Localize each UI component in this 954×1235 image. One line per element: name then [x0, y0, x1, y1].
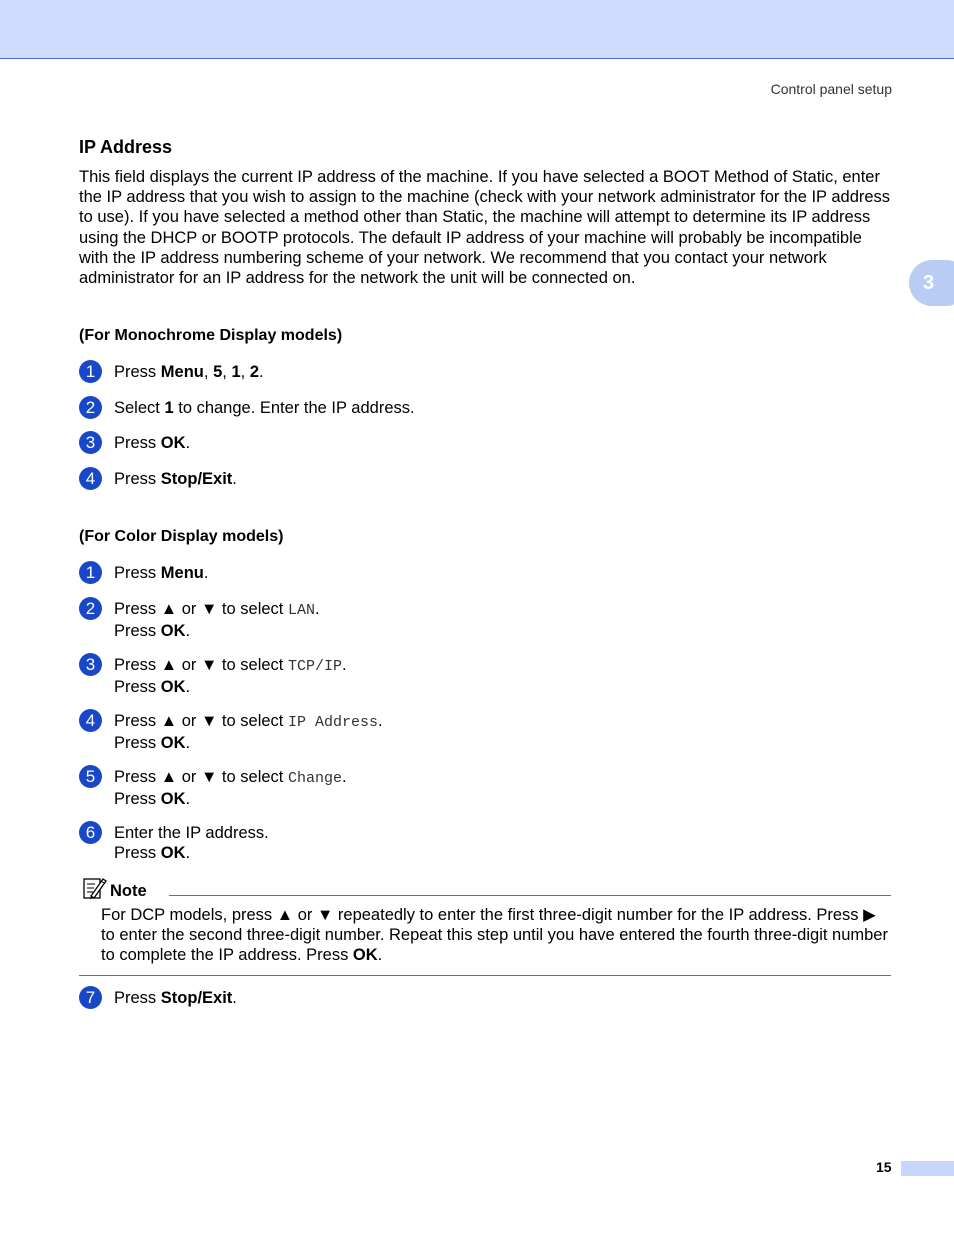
menu-option: IP Address: [287, 714, 378, 731]
header-band: [0, 0, 954, 59]
color-heading: (For Color Display models): [79, 528, 284, 545]
step-text: Press ▲ or ▼ to select TCP/IP. Press OK.: [114, 656, 347, 696]
note-bottom-divider: [79, 975, 891, 976]
section-title: IP Address: [79, 137, 173, 157]
page-number: 15: [876, 1159, 892, 1175]
step-number-badge: 1: [79, 360, 102, 383]
down-arrow-icon: ▼: [200, 712, 218, 730]
down-arrow-icon: ▼: [200, 768, 218, 786]
step-text: Press Menu.: [114, 564, 209, 582]
up-arrow-icon: ▲: [160, 712, 178, 730]
step-text: Press OK.: [114, 434, 191, 452]
step-text: Press ▲ or ▼ to select IP Address. Press OK.: [114, 712, 383, 752]
right-arrow-icon: ▶: [863, 906, 876, 924]
step-text: Press Stop/Exit.: [114, 470, 237, 488]
up-arrow-icon: ▲: [160, 600, 178, 618]
down-arrow-icon: ▼: [316, 906, 334, 924]
step-number-badge: 5: [79, 765, 102, 788]
step-number-badge: 4: [79, 467, 102, 490]
note-divider: [169, 895, 891, 896]
step-number-badge: 1: [79, 561, 102, 584]
up-arrow-icon: ▲: [160, 768, 178, 786]
step-number-badge: 2: [79, 597, 102, 620]
note-header: [79, 875, 891, 901]
step-number-badge: 4: [79, 709, 102, 732]
running-header: Control panel setup: [770, 81, 892, 97]
note-title: Note: [110, 882, 147, 900]
menu-option: Change: [287, 770, 342, 787]
step-text: Select 1 to change. Enter the IP address.: [114, 399, 415, 417]
down-arrow-icon: ▼: [200, 600, 218, 618]
footer-band: [901, 1161, 954, 1176]
step-number-badge: 7: [79, 986, 102, 1009]
menu-option: LAN: [287, 602, 315, 619]
chapter-tab: [909, 260, 954, 306]
menu-option: TCP/IP: [287, 658, 342, 675]
chapter-number: 3: [923, 271, 935, 294]
up-arrow-icon: ▲: [160, 656, 178, 674]
step-number-badge: 6: [79, 821, 102, 844]
step-number-badge: 3: [79, 431, 102, 454]
step-text: Press Stop/Exit.: [114, 989, 237, 1007]
step-text: Press ▲ or ▼ to select Change. Press OK.: [114, 768, 347, 808]
note-pencil-icon: [81, 875, 107, 901]
step-text: Press ▲ or ▼ to select LAN. Press OK.: [114, 600, 320, 640]
intro-paragraph: This field displays the current IP address of the machine. If you have selected a BOOT Method of Static, enter the IP address that you wish to assign to the machine (check with your network administrator for the IP address to use). If you have selected a method other than Static, the machine will attempt to determine its IP address using the DHCP or BOOTP protocols. The default IP address of your machine will probably be incompatible with the IP address numbering scheme of your network. We recommend that you contact your network administrator for an IP address for the network the unit will be connected on.: [79, 168, 891, 288]
step-text: Press Menu, 5, 1, 2.: [114, 363, 264, 381]
step-text: Enter the IP address. Press OK.: [114, 824, 269, 862]
note-text: For DCP models, press ▲ or ▼ repeatedly to enter the first three-digit number for the IP address. Press ▶ to enter the second three-digit number. Repeat this step until you have entered the fourth three-digit number to complete the IP address. Press OK.: [101, 906, 888, 965]
mono-heading: (For Monochrome Display models): [79, 327, 343, 344]
up-arrow-icon: ▲: [276, 906, 294, 924]
step-number-badge: 2: [79, 396, 102, 419]
down-arrow-icon: ▼: [200, 656, 218, 674]
step-number-badge: 3: [79, 653, 102, 676]
